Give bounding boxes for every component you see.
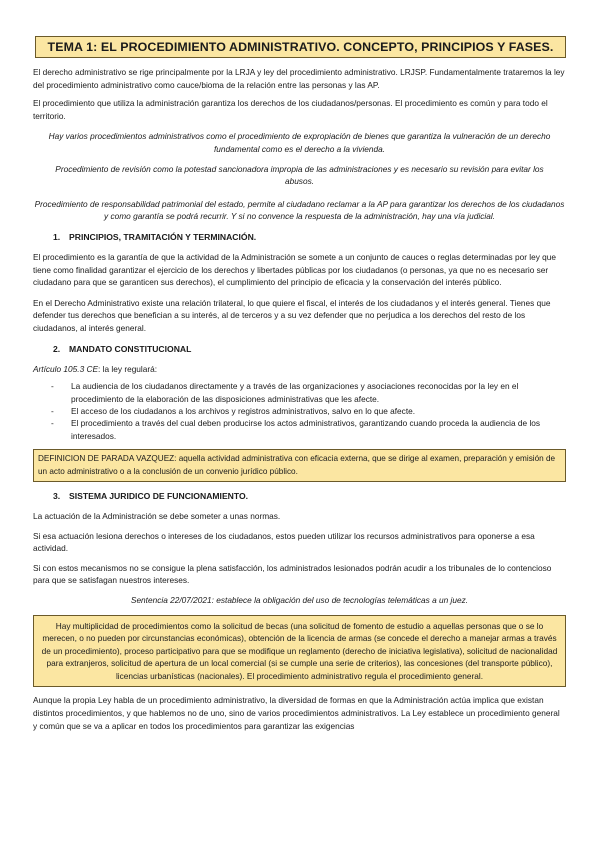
definition-body: : aquella actividad administrativa con eficacia externa, que se dirige al examen, preparación y emisión de un acto administrativo o a la conclusión de un convenio jurídico público. — [38, 454, 556, 476]
section-2-title: MANDATO CONSTITUCIONAL — [69, 343, 192, 354]
document-page — [33, 36, 566, 732]
section-1-title: PRINCIPIOS, TRAMITACIÓN Y TERMINACIÓN. — [69, 231, 257, 242]
definition-label: DEFINICION DE PARADA VAZQUEZ — [38, 454, 175, 464]
intro-paragraph-5: Procedimiento de responsabilidad patrimonial del estado, permite al ciudadano reclamar a la AP para garantizar los derechos de los ciudadanos y como garantía se podrá recurrir. Y si no convence la respuesta de la administración, hay una vía judicial. — [34, 198, 565, 222]
definition-text — [38, 453, 561, 478]
section-3-paragraph-2: Si esa actuación lesiona derechos o intereses de los ciudadanos, estos pueden utilizar los recursos administrativos para oponerse a esa actividad. — [33, 530, 535, 554]
list-item-text: La audiencia de los ciudadanos directamente y a través de las organizaciones y asociaciones reconocidas por la ley en el procedimiento de la elaboración de las disposiciones administrativas que les afecte. — [71, 381, 519, 404]
section-1-paragraph-2: En el Derecho Administrativo existe una relación trilateral, lo que quiere el fiscal, el interés de los ciudadanos y el interés general. Tienes que defender tus derechos que benefician a su interés, al de terceros y a su vez defender que no perjudica a los derechos del resto de los ciudadanos, al interés general. — [33, 297, 551, 333]
section-1-paragraph-1: El procedimiento es la garantía de que la actividad de la Administración se somete a un conjunto de cauces o reglas determinadas por ley que tiene como finalidad garantizar el ejercicio de los derechos y libertades públicas por los ciudadanos (o personas, ya que no es necesario ser ciudadano para que se garanticen sus derechos), el cumplimiento del principio de eficacia y la conservación del interés público. — [33, 251, 557, 288]
article-ref-rest: : la ley regulará: — [98, 363, 158, 374]
list-item-text: El acceso de los ciudadanos a los archivos y registros administrativos, salvo en lo que afecte. — [71, 405, 416, 416]
list-item-text: El procedimiento a través del cual deben producirse los actos administrativos, garantizando cuando proceda la audiencia de los interesados. — [71, 418, 541, 441]
procedures-box-text: Hay multiplicidad de procedimientos como la solicitud de becas (una solicitud de fomento de estudio a aquellas personas que o se lo merecen, o no pueden por circunstancias económicas), obtención de la licencia de armas (se concede el derecho a manejar armas a través de un procedimiento), proceso participativo para que se modifique un reglamento (derecho de iniciativa legislativa), solicitud de nacionalidad para extranjeros, solicitud de apertura de un local comercial (si se cumple una serie de criterios), las concesiones (del transporte público), licencias urbanísticas (nacionales). El procedimiento administrativo regula el procedimiento general. — [41, 620, 558, 681]
section-2-heading — [33, 343, 566, 355]
article-reference — [33, 363, 566, 376]
list-item: - El procedimiento a través del cual deben producirse los actos administrativos, garantizando cuando proceda la audiencia de los interesados. — [51, 418, 541, 441]
section-3-title: SISTEMA JURIDICO DE FUNCIONAMIENTO. — [69, 490, 249, 501]
section-3-number: 3. — [53, 490, 61, 501]
definition-box — [33, 449, 566, 482]
sentence-note: Sentencia 22/07/2021: establece la obligación del uso de tecnologías telemáticas a un juez. — [130, 594, 469, 605]
list-item: - La audiencia de los ciudadanos directamente y a través de las organizaciones y asociaciones reconocidas por la ley en el procedimiento de la elaboración de las disposiciones administrativas que les afecte. — [51, 381, 519, 404]
constitutional-list — [33, 380, 566, 442]
section-3-paragraph-1: La actuación de la Administración se debe someter a unas normas. — [33, 510, 281, 521]
document-title: TEMA 1: EL PROCEDIMIENTO ADMINISTRATIVO. CONCEPTO, PRINCIPIOS Y FASES. — [35, 36, 566, 58]
list-item: - El acceso de los ciudadanos a los archivos y registros administrativos, salvo en lo que afecte. — [51, 405, 416, 416]
intro-paragraph-3: Hay varios procedimientos administrativos como el procedimiento de expropiación de bienes que garantiza la vulneración de un derecho fundamental como es el derecho a la vivienda. — [48, 131, 551, 154]
section-3-paragraph-4: Aunque la propia Ley habla de un procedimiento administrativo, la diversidad de formas en que la Administración actúa implica que existan distintos procedimientos, y que hablemos no de uno, sino de varios procedimientos administrativos. La Ley establece un procedimiento general y común que se va a aplicar en todos los procedimientos para garantizar las exigencias — [33, 695, 560, 731]
intro-paragraph-1: El derecho administrativo se rige principalmente por la LRJA y ley del procedimiento administrativo. LRJSP. Fundamentalmente trataremos la ley del procedimiento administrativo como cauce/bioma de la relación entre las personas y las AP. — [33, 67, 565, 90]
section-3-heading — [33, 490, 566, 502]
intro-paragraph-2: El procedimiento que utiliza la administración garantiza los derechos de los ciudadanos/personas. El procedimiento es común y para todo el territorio. — [33, 98, 548, 121]
section-2-number: 2. — [53, 343, 61, 354]
section-3-paragraph-3: Si con estos mecanismos no se consigue la plena satisfacción, los administrados lesionados podrán acudir a los tribunales de lo contencioso para que se satisfagan nuestros intereses. — [33, 562, 552, 586]
section-1-number: 1. — [53, 231, 61, 242]
procedures-box — [33, 615, 566, 688]
article-ref-label: Artículo 105.3 CE — [33, 363, 99, 374]
intro-paragraph-4: Procedimiento de revisión como la potestad sancionadora impropia de las administraciones y es necesario su revisión para evitar los abusos. — [55, 163, 544, 187]
section-1-heading — [33, 231, 566, 243]
